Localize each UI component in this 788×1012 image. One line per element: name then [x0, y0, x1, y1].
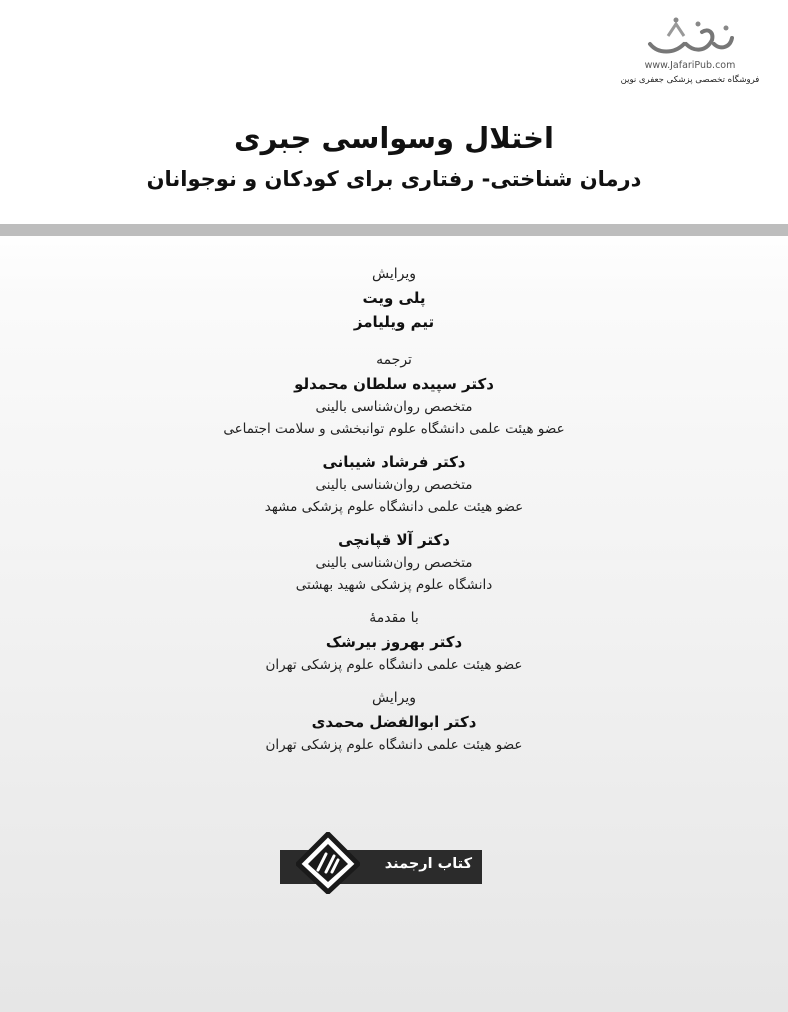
review-role: ویرایش — [371, 690, 417, 706]
editor-name: تیم ویلیامز — [353, 313, 435, 331]
book-subtitle: درمان شناختی- رفتاری برای کودکان و نوجوانان — [146, 167, 642, 191]
publisher-logo — [280, 830, 482, 894]
title-divider — [0, 224, 788, 236]
translator-name: دکتر آلا قپانچی — [338, 531, 450, 549]
translator-specialty: متخصص روان‌شناسی بالینی — [315, 477, 473, 493]
editor-name: پلی ویت — [362, 289, 426, 307]
translator-specialty: متخصص روان‌شناسی بالینی — [315, 399, 473, 415]
publisher-tagline: فروشگاه تخصصی پزشکی جعفری نوین — [620, 75, 760, 85]
translator-specialty: متخصص روان‌شناسی بالینی — [315, 555, 473, 571]
publisher-url[interactable]: www.JafariPub.com — [644, 60, 736, 71]
publisher-site-logo — [620, 14, 760, 85]
translator-name: دکتر فرشاد شیبانی — [322, 453, 466, 471]
publisher-name: کتاب ارجمند — [384, 856, 472, 872]
book-title: اختلال وسواسی جبری — [234, 121, 554, 155]
reviewer-name: دکتر ابوالفضل محمدی — [311, 713, 477, 731]
credits — [0, 262, 788, 756]
jafari-logo-icon — [640, 14, 740, 60]
title-block — [0, 118, 788, 194]
translator-name: دکتر سپیده سلطان محمدلو — [294, 375, 494, 393]
translator-affiliation: دانشگاه علوم پزشکی شهید بهشتی — [295, 577, 493, 593]
foreword-author-affiliation: عضو هیئت علمی دانشگاه علوم پزشکی تهران — [265, 657, 523, 673]
translation-role: ترجمه — [376, 352, 412, 368]
translator-affiliation: عضو هیئت علمی دانشگاه علوم پزشکی مشهد — [264, 499, 524, 515]
book-emblem-icon — [296, 832, 360, 894]
translator-affiliation: عضو هیئت علمی دانشگاه علوم توانبخشی و سلامت اجتماعی — [223, 421, 565, 437]
foreword-author-name: دکتر بهروز بیرشک — [325, 633, 463, 651]
editors-role: ویرایش — [371, 266, 417, 282]
foreword-role: با مقدمهٔ — [369, 610, 419, 626]
reviewer-affiliation: عضو هیئت علمی دانشگاه علوم پزشکی تهران — [265, 737, 523, 753]
